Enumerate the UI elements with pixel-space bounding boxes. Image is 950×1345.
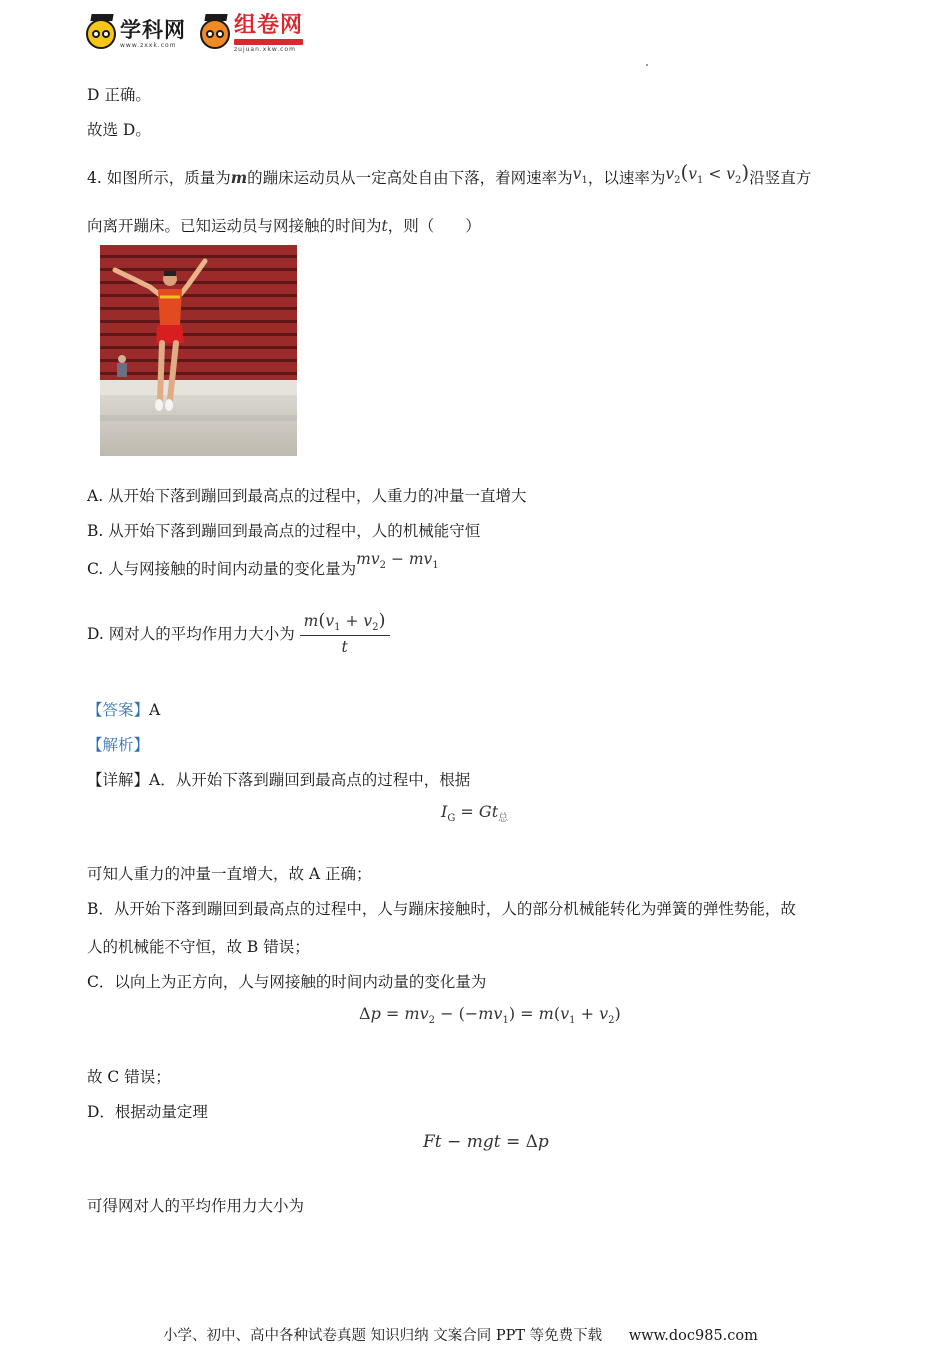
- question-number: 4.: [87, 169, 102, 187]
- prev-choice-line: 故选 D。: [87, 121, 151, 139]
- question-line-2: [87, 214, 481, 236]
- detail-a-conclusion: 可知人重力的冲量一直增大，故 A 正确；: [87, 865, 372, 883]
- v1-symbol: $v_1$: [572, 165, 588, 187]
- momentum-theorem-formula: Ft − mgt = Δp: [423, 1132, 549, 1152]
- option-b: B. 从开始下落到蹦回到最高点的过程中，人的机械能守恒: [87, 522, 481, 540]
- zxxk-logo: [86, 19, 186, 49]
- mascot-icon: [86, 19, 116, 49]
- trampoline-athlete-photo: [100, 245, 297, 456]
- footer: [163, 1324, 758, 1345]
- mass-symbol: m: [230, 168, 248, 187]
- time-symbol: t: [381, 217, 388, 235]
- zujuan-logo-url: zujuan.xkw.com: [234, 46, 296, 53]
- header-logos: [86, 12, 303, 56]
- momentum-change-formula: $\Delta p = mv_2 - (-mv_1) = m(v_1 + v_2)$: [359, 1004, 621, 1027]
- detail-d-line: D．根据动量定理: [87, 1103, 208, 1121]
- option-c-formula: $mv_2 - mv_1$: [356, 550, 439, 572]
- detail-c-line: C．以向上为正方向，人与网接触的时间内动量的变化量为: [87, 973, 487, 991]
- footer-text: 小学、初中、高中各种试卷真题 知识归纳 文案合同 PPT 等免费下载: [163, 1328, 603, 1344]
- question-line-1: [87, 160, 812, 190]
- answer-value: A: [149, 701, 161, 719]
- mascot-icon: [200, 19, 230, 49]
- question-text-a: 如图所示，质量为: [106, 169, 231, 187]
- impulse-formula: $I_G = Gt_总$: [441, 802, 509, 825]
- question-text-d: 沿竖直方: [749, 169, 812, 187]
- detail-b-line-1: B．从开始下落到蹦回到最高点的过程中，人与蹦床接触时，人的部分机械能转化为弹簧的弹性势能，故: [87, 900, 796, 918]
- stray-dot: [646, 64, 648, 66]
- zujuan-logo-text: 组卷网: [234, 13, 304, 38]
- answer-line: [87, 698, 160, 720]
- footer-url[interactable]: www.doc985.com: [628, 1328, 758, 1344]
- option-d: [87, 612, 390, 658]
- v2-condition: $v_2(v_1 < v_2)$: [665, 160, 750, 187]
- logo-strip: [234, 39, 303, 45]
- detail-a-line: [87, 768, 470, 790]
- zujuan-logo: [200, 15, 303, 53]
- detail-c-conclusion: 故 C 错误；: [87, 1068, 171, 1086]
- zxxk-logo-url: www.zxxk.com: [120, 41, 177, 49]
- question-line-2-end: ，则（ ）: [387, 217, 481, 235]
- prev-answer-line: D 正确。: [87, 86, 151, 104]
- detail-b-line-2: 人的机械能不守恒，故 B 错误；: [87, 938, 310, 956]
- detail-d-conclusion: 可得网对人的平均作用力大小为: [87, 1197, 305, 1215]
- question-text-c: ，以速率为: [587, 169, 666, 187]
- answer-label: 【答案】: [87, 701, 150, 719]
- analysis-label: 【解析】: [87, 736, 150, 754]
- option-c: [87, 550, 439, 581]
- detail-a-text: A．从开始下落到蹦回到最高点的过程中，根据: [149, 771, 471, 789]
- option-d-formula: $\frac{m(v_1 + v_2)}{t}$: [300, 610, 390, 656]
- option-c-text: C. 人与网接触的时间内动量的变化量为: [87, 560, 357, 578]
- question-line-2-text: 向离开蹦床。已知运动员与网接触的时间为: [87, 217, 382, 235]
- question-text-b: 的蹦床运动员从一定高处自由下落，着网速率为: [247, 169, 573, 187]
- zxxk-logo-text: 学科网: [120, 17, 186, 42]
- option-d-text: D. 网对人的平均作用力大小为: [87, 625, 295, 644]
- option-a: A. 从开始下落到蹦回到最高点的过程中，人重力的冲量一直增大: [87, 487, 527, 505]
- detail-label: 【详解】: [87, 771, 150, 789]
